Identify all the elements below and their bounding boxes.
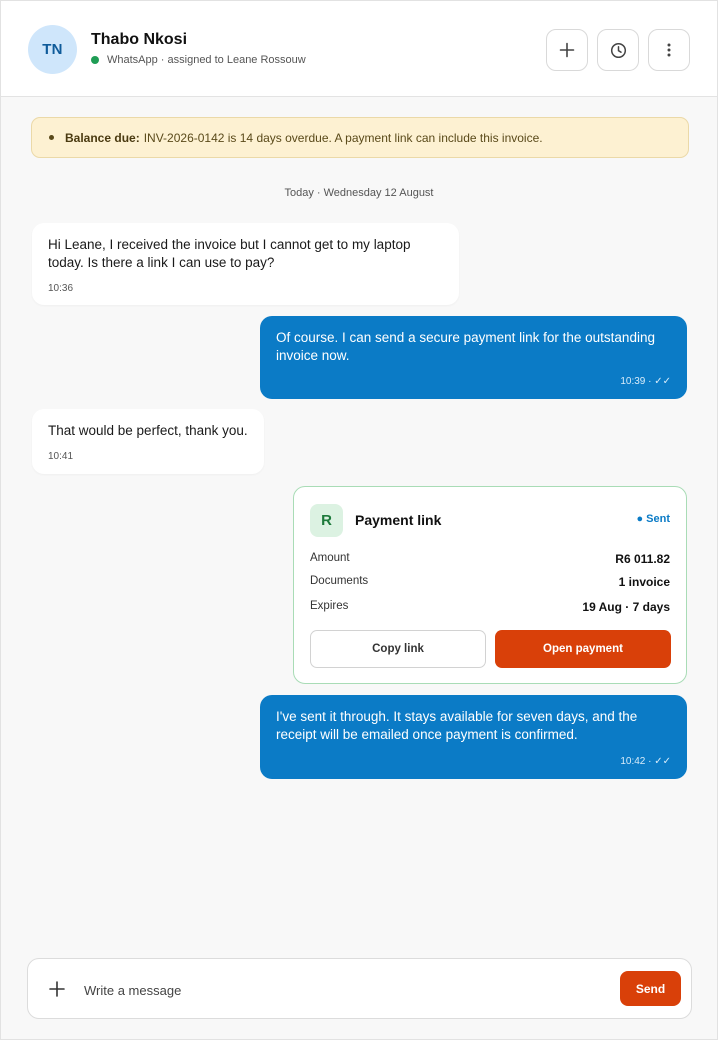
payment-row-value: 19 Aug · 7 days: [582, 600, 670, 614]
more-vertical-icon: [661, 42, 677, 58]
message-composer: [27, 958, 692, 1019]
message-bubble-outgoing[interactable]: [260, 316, 687, 399]
conversation-header: [1, 1, 717, 97]
add-button[interactable]: [546, 29, 588, 71]
bullet-icon: [49, 135, 54, 140]
message-bubble-outgoing[interactable]: [260, 695, 687, 779]
date-separator: Today · Wednesday 12 August: [284, 187, 434, 199]
banner-label: Balance due:: [65, 130, 140, 145]
clock-icon: [610, 42, 627, 59]
payment-row-documents: [310, 575, 670, 589]
banner-text: INV-2026-0142 is 14 days overdue. A payment link can include this invoice.: [143, 130, 543, 145]
message-time: 10:42 · ✓✓: [620, 756, 671, 767]
online-status-dot: [91, 56, 99, 64]
payment-row-label: Amount: [310, 552, 350, 564]
payment-row-amount: [310, 552, 670, 566]
send-button[interactable]: Send: [620, 971, 681, 1006]
message-input[interactable]: [84, 978, 604, 1002]
message-text: That would be perfect, thank you.: [48, 423, 248, 438]
more-options-button[interactable]: [648, 29, 690, 71]
open-payment-button[interactable]: Open payment: [495, 630, 671, 668]
avatar[interactable]: TN: [28, 25, 77, 74]
payment-row-label: Documents: [310, 575, 369, 587]
attach-button[interactable]: [46, 978, 68, 1000]
message-bubble-incoming[interactable]: [32, 409, 264, 474]
history-button[interactable]: [597, 29, 639, 71]
message-text: Hi Leane, I received the invoice but I cannot get to my laptop today. Is there a link I can use to pay?: [48, 237, 411, 270]
contact-name: Thabo Nkosi: [91, 31, 188, 48]
message-time: 10:41: [48, 451, 74, 462]
balance-due-banner: [31, 117, 689, 158]
message-time: 10:36: [48, 283, 74, 294]
message-text: Of course. I can send a secure payment link for the outstanding invoice now.: [276, 330, 655, 363]
payment-row-value: R6 011.82: [615, 552, 670, 566]
contact-channel-assignment: WhatsApp · assigned to Leane Rossouw: [107, 54, 306, 66]
plus-icon: [559, 42, 575, 58]
copy-link-button[interactable]: Copy link: [310, 630, 486, 668]
payment-row-expires: [310, 600, 670, 614]
payment-row-label: Expires: [310, 600, 349, 612]
message-text: I've sent it through. It stays available for seven days, and the receipt will be emailed once payment is confirmed.: [276, 709, 638, 742]
payment-status-badge: ● Sent: [636, 513, 670, 525]
payment-row-value: 1 invoice: [618, 575, 670, 589]
payment-card-title: Payment link: [355, 512, 442, 528]
contact-subtitle: [91, 54, 306, 66]
message-bubble-incoming[interactable]: [32, 223, 459, 305]
plus-icon: [49, 981, 65, 997]
message-time: 10:39 · ✓✓: [620, 376, 671, 387]
payment-link-card: [293, 486, 687, 684]
payment-badge-icon: R: [310, 504, 343, 537]
